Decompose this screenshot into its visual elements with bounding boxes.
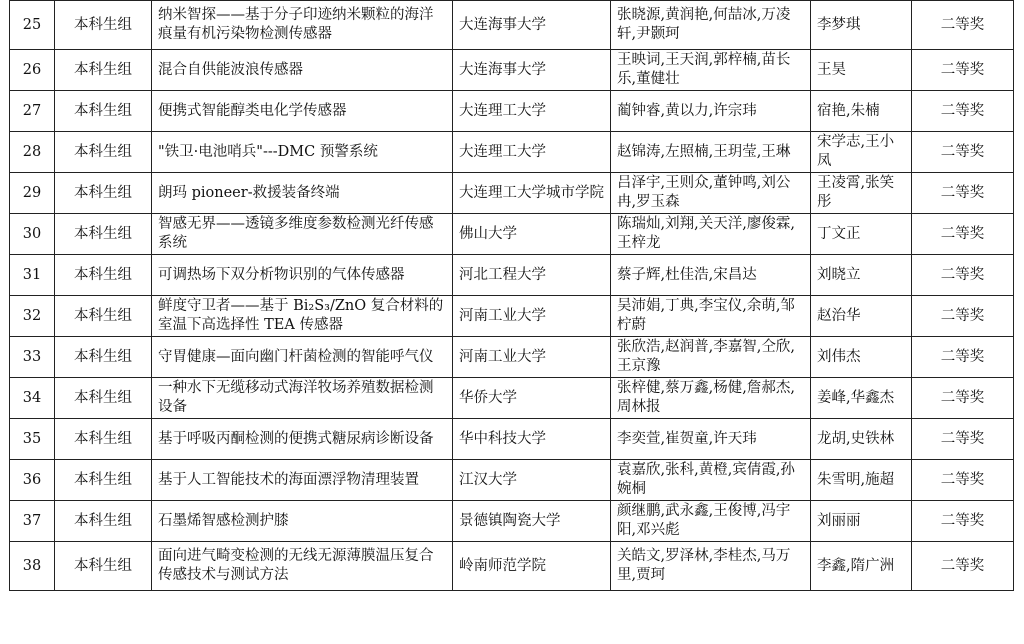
prize-cell: 二等奖	[912, 378, 1014, 419]
prize-cell: 二等奖	[912, 50, 1014, 91]
school-cell: 华中科技大学	[453, 419, 611, 460]
school-cell: 大连海事大学	[453, 1, 611, 50]
project-name-cell: 鲜度守卫者——基于 Bi₂S₃/ZnO 复合材料的室温下高选择性 TEA 传感器	[152, 296, 453, 337]
row-number: 37	[10, 501, 55, 542]
group-cell: 本科生组	[55, 1, 152, 50]
prize-cell: 二等奖	[912, 337, 1014, 378]
advisor-cell: 姜峰,华鑫杰	[811, 378, 912, 419]
school-cell: 岭南师范学院	[453, 542, 611, 591]
table-body	[10, 1, 1014, 591]
advisor-cell: 李梦琪	[811, 1, 912, 50]
group-cell: 本科生组	[55, 132, 152, 173]
row-number: 36	[10, 460, 55, 501]
school-cell: 河北工程大学	[453, 255, 611, 296]
row-number: 27	[10, 91, 55, 132]
group-cell: 本科生组	[55, 460, 152, 501]
table-row	[10, 296, 1014, 337]
members-cell: 陈瑞灿,刘翔,关天洋,廖俊霖,王梓龙	[611, 214, 811, 255]
members-cell: 颜继鹏,武永鑫,王俊博,冯宇阳,邓兴彪	[611, 501, 811, 542]
prize-cell: 二等奖	[912, 419, 1014, 460]
advisor-cell: 丁文正	[811, 214, 912, 255]
school-cell: 河南工业大学	[453, 296, 611, 337]
school-cell: 大连理工大学	[453, 132, 611, 173]
table-row	[10, 419, 1014, 460]
table-row	[10, 542, 1014, 591]
members-cell: 李奕萱,崔贺童,许天玮	[611, 419, 811, 460]
project-name-cell: 朗玛 pioneer-救援装备终端	[152, 173, 453, 214]
project-name-cell: 一种水下无缆移动式海洋牧场养殖数据检测设备	[152, 378, 453, 419]
advisor-cell: 王凌霄,张笑彤	[811, 173, 912, 214]
project-name-cell: 可调热场下双分析物识别的气体传感器	[152, 255, 453, 296]
members-cell: 张晓源,黄润艳,何喆冰,万凌轩,尹颢珂	[611, 1, 811, 50]
group-cell: 本科生组	[55, 378, 152, 419]
school-cell: 大连理工大学	[453, 91, 611, 132]
advisor-cell: 宋学志,王小凤	[811, 132, 912, 173]
school-cell: 江汉大学	[453, 460, 611, 501]
school-cell: 佛山大学	[453, 214, 611, 255]
project-name-cell: 基于呼吸丙酮检测的便携式糖尿病诊断设备	[152, 419, 453, 460]
project-name-cell: 混合自供能波浪传感器	[152, 50, 453, 91]
group-cell: 本科生组	[55, 337, 152, 378]
group-cell: 本科生组	[55, 50, 152, 91]
table-row	[10, 173, 1014, 214]
table-row	[10, 91, 1014, 132]
members-cell: 蔺钟睿,黄以力,许宗玮	[611, 91, 811, 132]
members-cell: 王映词,王天润,郭梓楠,苗长乐,董健壮	[611, 50, 811, 91]
project-name-cell: 智感无界——透镜多维度参数检测光纤传感系统	[152, 214, 453, 255]
prize-cell: 二等奖	[912, 214, 1014, 255]
row-number: 30	[10, 214, 55, 255]
prize-cell: 二等奖	[912, 173, 1014, 214]
school-cell: 大连理工大学城市学院	[453, 173, 611, 214]
members-cell: 张梓健,蔡万鑫,杨健,詹郝杰,周林报	[611, 378, 811, 419]
row-number: 38	[10, 542, 55, 591]
members-cell: 张欣浩,赵润普,李嘉智,仝欣,王京豫	[611, 337, 811, 378]
table-row	[10, 132, 1014, 173]
project-name-cell: 纳米智探——基于分子印迹纳米颗粒的海洋痕量有机污染物检测传感器	[152, 1, 453, 50]
advisor-cell: 赵治华	[811, 296, 912, 337]
school-cell: 河南工业大学	[453, 337, 611, 378]
prize-cell: 二等奖	[912, 296, 1014, 337]
row-number: 34	[10, 378, 55, 419]
prize-cell: 二等奖	[912, 501, 1014, 542]
row-number: 31	[10, 255, 55, 296]
table-row	[10, 50, 1014, 91]
school-cell: 华侨大学	[453, 378, 611, 419]
members-cell: 吴沛娟,丁典,李宝仪,余萌,邹柠蔚	[611, 296, 811, 337]
advisor-cell: 刘晓立	[811, 255, 912, 296]
advisor-cell: 刘伟杰	[811, 337, 912, 378]
members-cell: 吕泽宇,王则众,董钟鸣,刘公冉,罗玉森	[611, 173, 811, 214]
prize-cell: 二等奖	[912, 460, 1014, 501]
members-cell: 赵锦涛,左照楠,王玥莹,王琳	[611, 132, 811, 173]
table-row	[10, 460, 1014, 501]
table-row	[10, 1, 1014, 50]
project-name-cell: 石墨烯智感检测护膝	[152, 501, 453, 542]
group-cell: 本科生组	[55, 173, 152, 214]
row-number: 28	[10, 132, 55, 173]
group-cell: 本科生组	[55, 501, 152, 542]
row-number: 25	[10, 1, 55, 50]
group-cell: 本科生组	[55, 542, 152, 591]
school-cell: 大连海事大学	[453, 50, 611, 91]
prize-cell: 二等奖	[912, 91, 1014, 132]
members-cell: 蔡子辉,杜佳浩,宋昌达	[611, 255, 811, 296]
members-cell: 关皓文,罗泽林,李桂杰,马万里,贾珂	[611, 542, 811, 591]
prize-cell: 二等奖	[912, 132, 1014, 173]
project-name-cell: 便携式智能醇类电化学传感器	[152, 91, 453, 132]
table-row	[10, 378, 1014, 419]
table-row	[10, 255, 1014, 296]
row-number: 32	[10, 296, 55, 337]
prize-cell: 二等奖	[912, 542, 1014, 591]
group-cell: 本科生组	[55, 91, 152, 132]
advisor-cell: 李鑫,隋广洲	[811, 542, 912, 591]
table-row	[10, 501, 1014, 542]
project-name-cell: "铁卫·电池哨兵"---DMC 预警系统	[152, 132, 453, 173]
row-number: 33	[10, 337, 55, 378]
group-cell: 本科生组	[55, 255, 152, 296]
table-row	[10, 214, 1014, 255]
award-table	[9, 0, 1014, 591]
advisor-cell: 刘丽丽	[811, 501, 912, 542]
project-name-cell: 面向进气畸变检测的无线无源薄膜温压复合传感技术与测试方法	[152, 542, 453, 591]
group-cell: 本科生组	[55, 419, 152, 460]
school-cell: 景德镇陶瓷大学	[453, 501, 611, 542]
members-cell: 袁嘉欣,张科,黄橙,宾倩霞,孙婉桐	[611, 460, 811, 501]
project-name-cell: 守胃健康—面向幽门杆菌检测的智能呼气仪	[152, 337, 453, 378]
row-number: 35	[10, 419, 55, 460]
advisor-cell: 朱雪明,施超	[811, 460, 912, 501]
prize-cell: 二等奖	[912, 1, 1014, 50]
prize-cell: 二等奖	[912, 255, 1014, 296]
advisor-cell: 王昊	[811, 50, 912, 91]
row-number: 26	[10, 50, 55, 91]
advisor-cell: 宿艳,朱楠	[811, 91, 912, 132]
table-row	[10, 337, 1014, 378]
project-name-cell: 基于人工智能技术的海面漂浮物清理装置	[152, 460, 453, 501]
row-number: 29	[10, 173, 55, 214]
award-table-page	[9, 0, 1013, 591]
advisor-cell: 龙胡,史铁林	[811, 419, 912, 460]
group-cell: 本科生组	[55, 214, 152, 255]
group-cell: 本科生组	[55, 296, 152, 337]
